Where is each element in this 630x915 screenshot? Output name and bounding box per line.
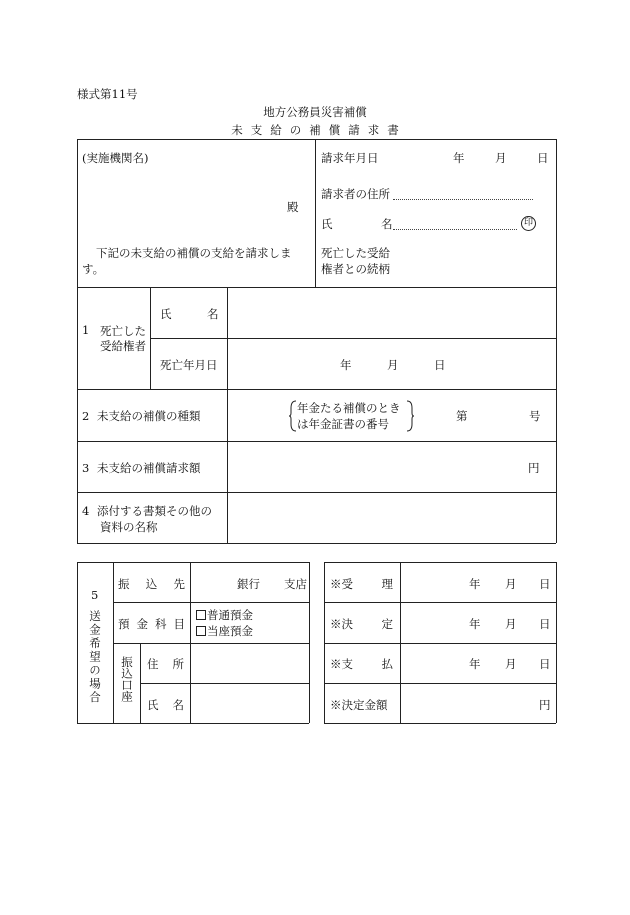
left-bracket-icon (289, 400, 297, 432)
address-field[interactable] (393, 199, 533, 200)
right-bracket-icon (406, 400, 414, 432)
row1-label-line-1: 死亡した (100, 324, 146, 338)
row3-amount-field[interactable] (232, 446, 522, 486)
shimei-field[interactable] (194, 686, 306, 720)
juri-month[interactable]: 月 (505, 577, 517, 591)
juri-label: ※受 理 (330, 577, 393, 591)
shiharai-day[interactable]: 日 (539, 657, 551, 671)
row2-dai: 第 (456, 409, 468, 423)
request-date-year[interactable]: 年 (453, 151, 465, 165)
row4-documents-field[interactable] (232, 496, 550, 540)
name-label-b: 名 (381, 217, 393, 231)
relation-label-line-1: 死亡した受給 (321, 246, 390, 260)
kettei-month[interactable]: 月 (505, 617, 517, 631)
jusho-label: 住 所 (147, 657, 184, 671)
name-label-a: 氏 (321, 217, 333, 231)
shiharai-label: ※支 払 (330, 657, 393, 671)
seal-icon: 印 (521, 216, 536, 231)
juri-year[interactable]: 年 (469, 577, 481, 591)
row3-yen: 円 (528, 461, 540, 475)
form-number: 様式第11号 (77, 87, 138, 101)
row3-label: 3 未支給の補償請求額 (82, 461, 201, 475)
row2-label: 2 未支給の補償の種類 (82, 409, 201, 423)
furikomi-koza-label: 振込口座 (120, 656, 134, 702)
row1-label-line-2: 受給権者 (100, 339, 146, 353)
toza-checkbox[interactable] (196, 626, 206, 636)
row1-death-month[interactable]: 月 (387, 358, 399, 372)
request-text-line-1: 下記の未支給の補償の支給を請求しま (96, 246, 292, 260)
name-field[interactable] (393, 229, 517, 230)
row2-brace-line-2: は年金証書の番号 (297, 417, 389, 431)
address-label: 請求者の住所 (321, 187, 390, 201)
remit-number: 5 (91, 588, 99, 602)
request-text-line-2: す。 (82, 262, 105, 276)
kettei-kingaku-label: ※決定金額 (330, 698, 388, 712)
bank-label: 銀行 (237, 577, 260, 591)
title-line-2: 未支給の補償請求書 (231, 123, 407, 137)
row1-death-day[interactable]: 日 (434, 358, 446, 372)
title-line-1: 地方公務員災害補償 (263, 105, 367, 119)
kettei-kingaku-yen: 円 (539, 698, 551, 712)
juri-day[interactable]: 日 (539, 577, 551, 591)
yokin-kamoku-label: 預 金 科 目 (118, 617, 185, 631)
dono-label: 殿 (287, 200, 299, 214)
shiharai-month[interactable]: 月 (505, 657, 517, 671)
branch-label: 支店 (284, 577, 307, 591)
row1-name-label-a: 氏 (160, 307, 172, 321)
kettei-kingaku-field[interactable] (404, 687, 532, 719)
relation-label-line-2: 権者との続柄 (321, 262, 390, 276)
kettei-day[interactable]: 日 (539, 617, 551, 631)
row1-death-year[interactable]: 年 (340, 358, 352, 372)
row1-death-date-label: 死亡年月日 (160, 358, 218, 372)
row2-brace-line-1: 年金たる補償のとき (297, 401, 401, 415)
shiharai-year[interactable]: 年 (469, 657, 481, 671)
row4-label-line-2: 資料の名称 (100, 520, 158, 534)
row1-number: 1 (82, 323, 90, 337)
remit-vertical-label: 送金希望の場合 (88, 610, 102, 705)
row1-name-label-b: 名 (207, 307, 219, 321)
agency-label: (実施機関名) (82, 151, 149, 165)
request-date-month[interactable]: 月 (495, 151, 507, 165)
furikomisaki-label: 振 込 先 (118, 577, 185, 591)
request-date-day[interactable]: 日 (537, 151, 549, 165)
kettei-year[interactable]: 年 (469, 617, 481, 631)
futsu-checkbox[interactable] (196, 610, 206, 620)
jusho-field[interactable] (194, 646, 306, 680)
request-date-label: 請求年月日 (321, 151, 379, 165)
row4-label-line-1: 4 添付する書類その他の (82, 504, 212, 518)
kettei-label: ※決 定 (330, 617, 393, 631)
shimei-label: 氏 名 (147, 698, 184, 712)
row2-go: 号 (529, 409, 541, 423)
futsu-label: 普通預金 (207, 608, 253, 622)
toza-label: 当座預金 (207, 624, 253, 638)
